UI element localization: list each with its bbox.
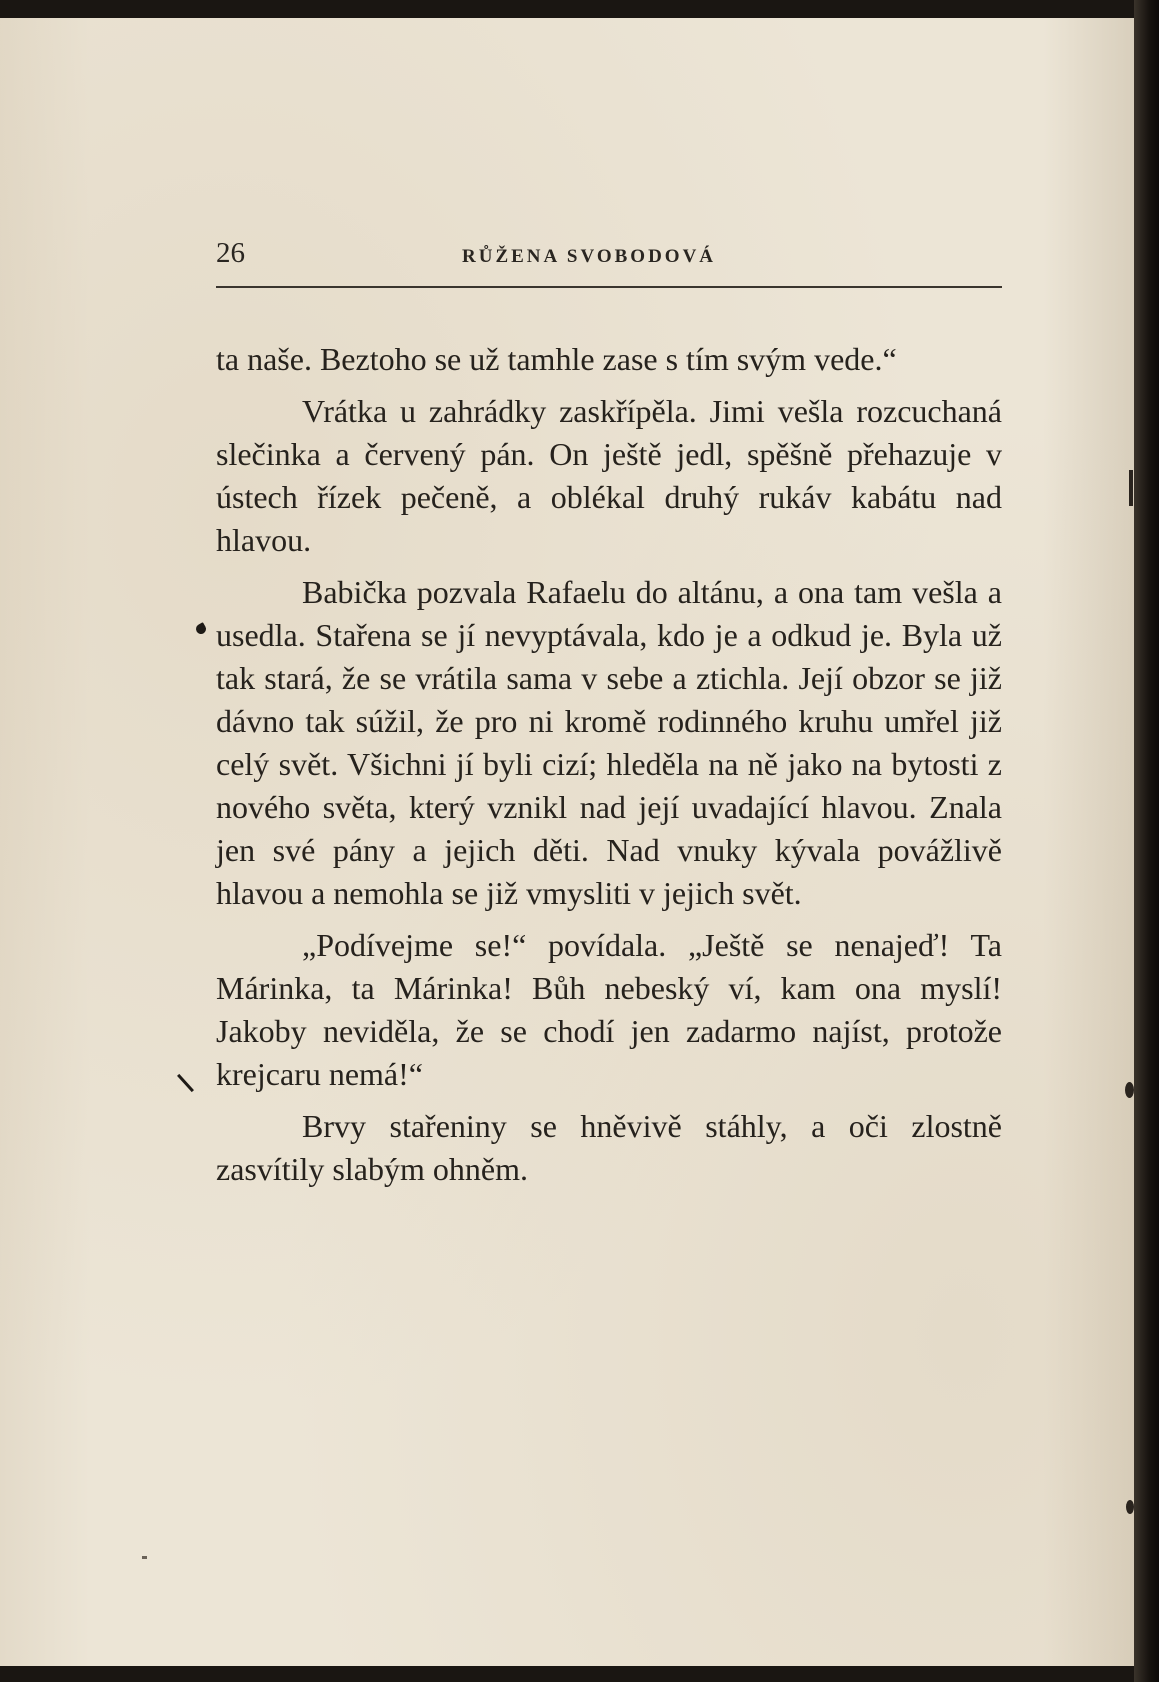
paragraph-5: Brvy stařeniny se hněvivě stáhly, a oči zlostně zasvítily slabým ohněm. xyxy=(216,1108,1002,1187)
paragraph-1: ta naše. Beztoho se už tamhle zase s tím svým vede.“ xyxy=(216,341,897,377)
page-number: 26 xyxy=(216,237,245,269)
edge-stain xyxy=(1126,1500,1134,1514)
author-running-title: RŮŽENA SVOBODOVÁ xyxy=(462,246,717,267)
header-rule xyxy=(216,286,1002,288)
edge-stain xyxy=(1129,470,1133,506)
book-spine-shadow xyxy=(1134,0,1159,1682)
paragraph-3: Babička pozvala Rafaelu do altánu, a ona tam vešla a usedla. Stařena se jí nevyptávala, kdo je a odkud je. Byla už tak stará, že se vrátila sama v sebe a ztichla. Její obzor se již dávno tak súžil, že pro ni kromě rodinného kruhu umřel již celý svět. Všichni jí byli cizí; hleděla na ně jako na bytosti z nového světa, který vznikl nad její uvadající hlavou. Znala jen své pány a jejich děti. Nad vnuky kývala povážlivě hlavou a nemohla se již vmysliti v jejich svět. xyxy=(216,574,1002,911)
paper-speck xyxy=(142,1556,147,1559)
body-text xyxy=(216,338,1002,1200)
paragraph-2: Vrátka u zahrádky zaskřípěla. Jimi vešla rozcuchaná slečinka a červený pán. On ještě jedl, spěšně přehazuje v ústech řízek pečeně, a oblékal druhý rukáv kabátu nad hlavou. xyxy=(216,393,1002,558)
paragraph-4: „Podívejme se!“ povídala. „Ještě se nenajeď! Ta Márinka, ta Márinka! Bůh nebeský ví, kam ona myslí! Jakoby neviděla, že se chodí jen zadarmo najíst, protože krejcaru nemá!“ xyxy=(216,927,1002,1092)
edge-stain xyxy=(1125,1082,1134,1098)
running-head xyxy=(216,236,1000,276)
